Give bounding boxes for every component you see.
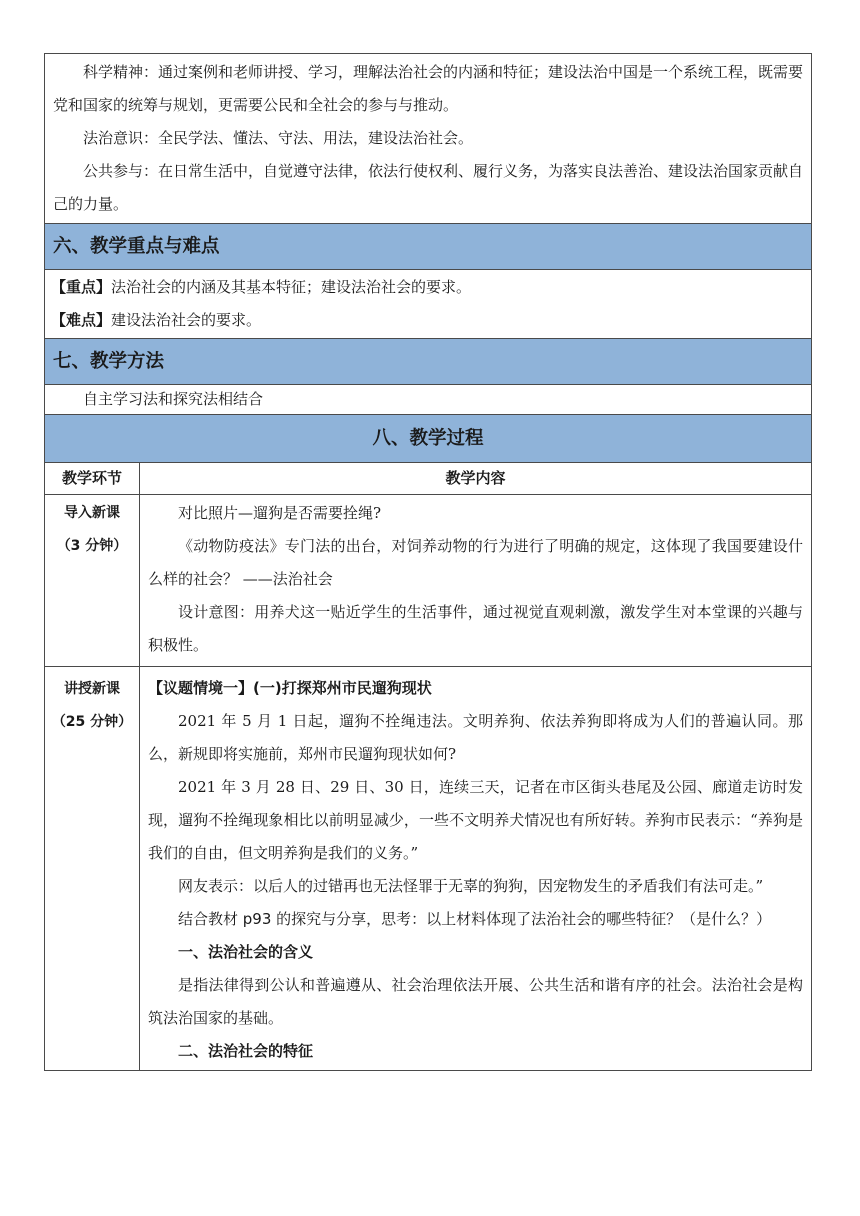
process-row-intro (45, 495, 812, 667)
subheading-features: 二、法治社会的特征 (178, 1042, 314, 1060)
scenario-heading: 【议题情境一】(一)打探郑州市民遛狗现状 (148, 679, 432, 697)
section6-content-row (45, 270, 812, 339)
section7-header-row (45, 339, 812, 385)
process-column-header-row (45, 463, 812, 495)
scenario-paragraph-2: 2021 年 3 月 28 日、29 日、30 日，连续三天，记者在市区街头巷尾及公园、廊道走访时发现，遛狗不拴绳现象相比以前明显减少，一些不文明养犬情况也有所好转。养狗市民表示：“养狗是我们的自由，但文明养狗是我们的义务。” (148, 778, 804, 862)
section6-header-row (45, 224, 812, 270)
stage-new-lesson-time: （25 分钟） (51, 714, 133, 730)
key-point (45, 271, 811, 304)
key-point-tag: 【重点】 (51, 278, 112, 296)
scenario-paragraph-3: 网友表示：以后人的过错再也无法怪罪于无辜的狗狗，因宠物发生的矛盾我们有法可走。” (178, 877, 764, 895)
difficult-point-text: 建设法治社会的要求。 (111, 311, 262, 329)
definition-paragraph: 是指法律得到公认和普遍遵从、社会治理依法开展、公共生活和谐有序的社会。法治社会是构筑法治国家的基础。 (148, 976, 804, 1027)
column-stage-header: 教学环节 (45, 463, 140, 495)
scenario-question: 结合教材 p93 的探究与分享，思考：以上材料体现了法治社会的哪些特征？（是什么？） (178, 910, 772, 928)
difficult-point-tag: 【难点】 (51, 311, 112, 329)
section8-header-row (45, 415, 812, 463)
intro-design-intent: 设计意图：用养犬这一贴近学生的生活事件，通过视觉直观刺激，激发学生对本堂课的兴趣与积极性。 (148, 603, 804, 654)
key-point-text: 法治社会的内涵及其基本特征；建设法治社会的要求。 (111, 278, 472, 296)
objective-public-participation: 公共参与：在日常生活中，自觉遵守法律，依法行使权利、履行义务，为落实良法善治、建设法治国家贡献自己的力量。 (53, 162, 804, 213)
teaching-method: 自主学习法和探究法相结合 (83, 390, 264, 408)
lesson-plan-table (44, 53, 812, 1071)
section6-title: 六、教学重点与难点 (45, 224, 812, 270)
stage-intro-label: 导入新课 (64, 505, 120, 521)
stage-new-lesson-label: 讲授新课 (64, 681, 120, 697)
subheading-definition: 一、法治社会的含义 (178, 943, 314, 961)
objective-rule-of-law: 法治意识：全民学法、懂法、守法、用法，建设法治社会。 (83, 129, 474, 147)
objective-science-spirit: 科学精神：通过案例和老师讲授、学习，理解法治社会的内涵和特征；建设法治中国是一个系统工程，既需要党和国家的统筹与规划，更需要公民和全社会的参与与推动。 (53, 63, 804, 114)
scenario-paragraph-1: 2021 年 5 月 1 日起，遛狗不拴绳违法。文明养狗、依法养狗即将成为人们的普遍认同。那么，新规即将实施前，郑州市民遛狗现状如何? (148, 712, 804, 763)
intro-line-2: 《动物防疫法》专门法的出台，对饲养动物的行为进行了明确的规定，这体现了我国要建设什么样的社会？ ——法治社会 (148, 537, 804, 588)
section7-content-row (45, 385, 812, 415)
section8-title: 八、教学过程 (45, 415, 812, 463)
process-row-new-lesson (45, 667, 812, 1071)
objectives-row (45, 54, 812, 224)
stage-intro-time: （3 分钟） (56, 538, 128, 554)
section7-title: 七、教学方法 (45, 339, 812, 385)
column-content-header: 教学内容 (140, 463, 812, 495)
lesson-plan-page (44, 53, 811, 1071)
intro-line-1: 对比照片—遛狗是否需要拴绳? (178, 504, 382, 522)
difficult-point (45, 304, 811, 337)
